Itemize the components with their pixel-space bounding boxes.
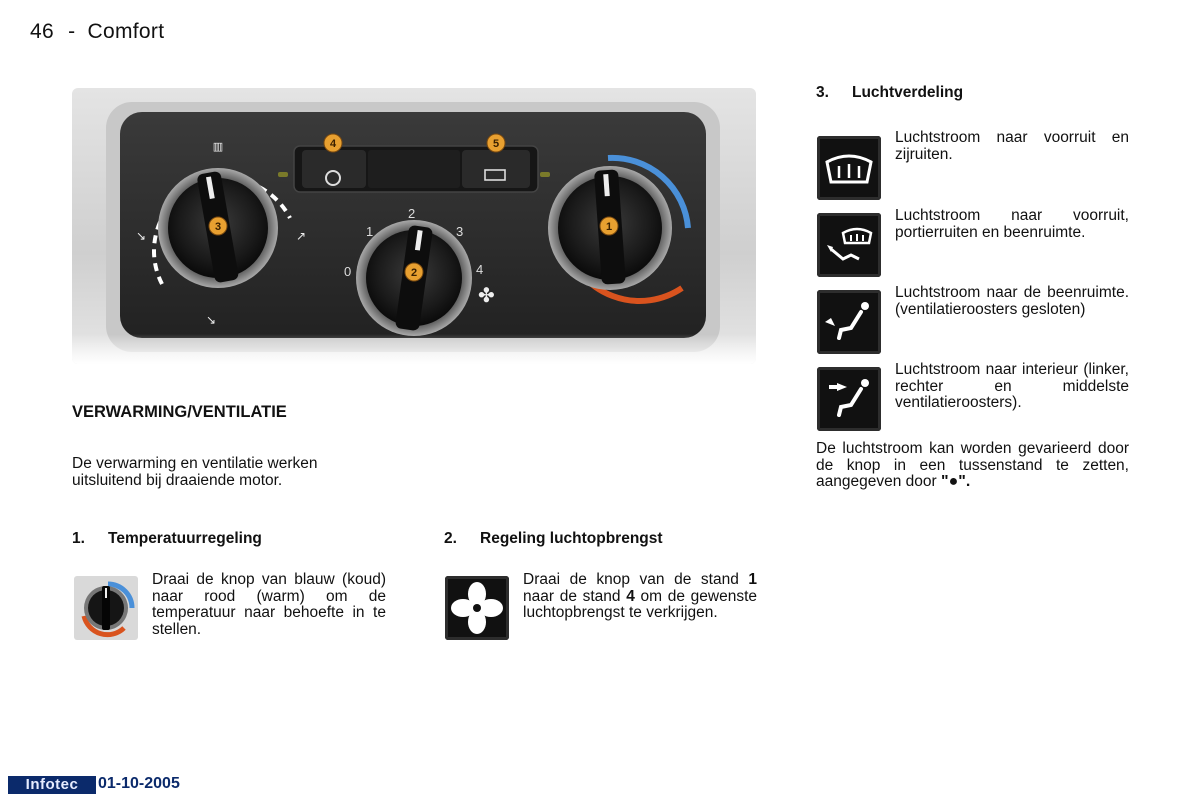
airflow-item-3-text: Luchtstroom naar de beenruimte. (ventilatieroosters gesloten) <box>895 284 1129 318</box>
section3-title: Luchtverdeling <box>852 84 964 101</box>
section1-text: Draai de knop van blauw (koud) naar rood (warm) om de temperatuur naar behoefte in te stellen. <box>152 571 386 638</box>
airflow-item-1-text: Luchtstroom naar voorruit en zijruiten. <box>895 129 1129 163</box>
page-header <box>30 20 164 44</box>
section2-text <box>523 572 757 622</box>
panel-svg <box>72 88 756 364</box>
svg-text:▥: ▥ <box>212 141 224 153</box>
airflow-item-4-text: Luchtstroom naar interieur (linker, rechter en middelste ventilatieroosters). <box>895 361 1129 411</box>
section1-heading <box>72 530 262 548</box>
svg-text:↗: ↗ <box>296 229 307 243</box>
callout-4 <box>324 134 342 152</box>
svg-text:↘: ↘ <box>136 229 147 243</box>
section1-number: 1. <box>72 530 85 547</box>
section2-stand-1: 1 <box>748 571 757 588</box>
callout-5 <box>487 134 505 152</box>
fan-icon <box>445 576 509 640</box>
heating-intro: De verwarming en ventilatie werken uitsluitend bij draaiende motor. <box>72 455 318 489</box>
temperature-knob-icon <box>74 576 138 640</box>
svg-text:✤: ✤ <box>478 285 495 307</box>
callout-3 <box>209 217 227 235</box>
section3-number: 3. <box>816 84 829 101</box>
footer-date: 01-10-2005 <box>98 775 180 792</box>
callout-1 <box>600 217 618 235</box>
infotec-logo: Infotec <box>8 776 96 794</box>
chapter-title: Comfort <box>87 20 165 43</box>
fan-pos-3: 3 <box>456 224 464 239</box>
svg-text:2: 2 <box>410 267 418 279</box>
fan-pos-4: 4 <box>476 262 484 277</box>
section2-text-e: om de gewenste luchtopbrengst te verkrijgen. <box>523 587 757 621</box>
svg-text:5: 5 <box>492 138 500 150</box>
intermediate-marker: "●". <box>940 473 971 490</box>
section1-title: Temperatuurregeling <box>108 530 262 547</box>
section2-text-c: naar de stand <box>523 587 627 605</box>
section3-heading <box>816 84 963 102</box>
section2-stand-4: 4 <box>626 587 635 605</box>
section2-number: 2. <box>444 530 457 547</box>
face-airflow-icon <box>817 367 881 431</box>
svg-text:↘: ↘ <box>206 313 217 327</box>
heating-title: VERWARMING/VENTILATIE <box>72 403 287 421</box>
airflow-item-2-text: Luchtstroom naar voorruit, portierruiten en beenruimte. <box>895 207 1129 241</box>
windscreen-and-feet-icon <box>817 213 881 277</box>
windscreen-demist-icon <box>817 136 881 200</box>
svg-text:1: 1 <box>605 221 613 233</box>
callout-2 <box>405 263 423 281</box>
svg-text:3: 3 <box>214 221 222 233</box>
heater-control-panel-illustration <box>72 88 756 364</box>
feet-airflow-icon <box>817 290 881 354</box>
header-separator: - <box>68 20 76 43</box>
section2-text-a: Draai de knop van de stand <box>523 571 739 588</box>
airflow-note <box>816 441 1129 491</box>
page-number: 46 <box>30 20 54 43</box>
section2-title: Regeling luchtopbrengst <box>480 530 663 547</box>
airflow-note-text: De luchtstroom kan worden gevarieerd door de knop in een tussenstand te zetten, aangegeven door <box>816 440 1129 490</box>
fan-pos-2: 2 <box>408 206 416 221</box>
svg-text:4: 4 <box>329 138 337 150</box>
fan-pos-1: 1 <box>366 224 374 239</box>
fan-pos-0: 0 <box>344 264 352 279</box>
section2-heading <box>444 530 663 548</box>
